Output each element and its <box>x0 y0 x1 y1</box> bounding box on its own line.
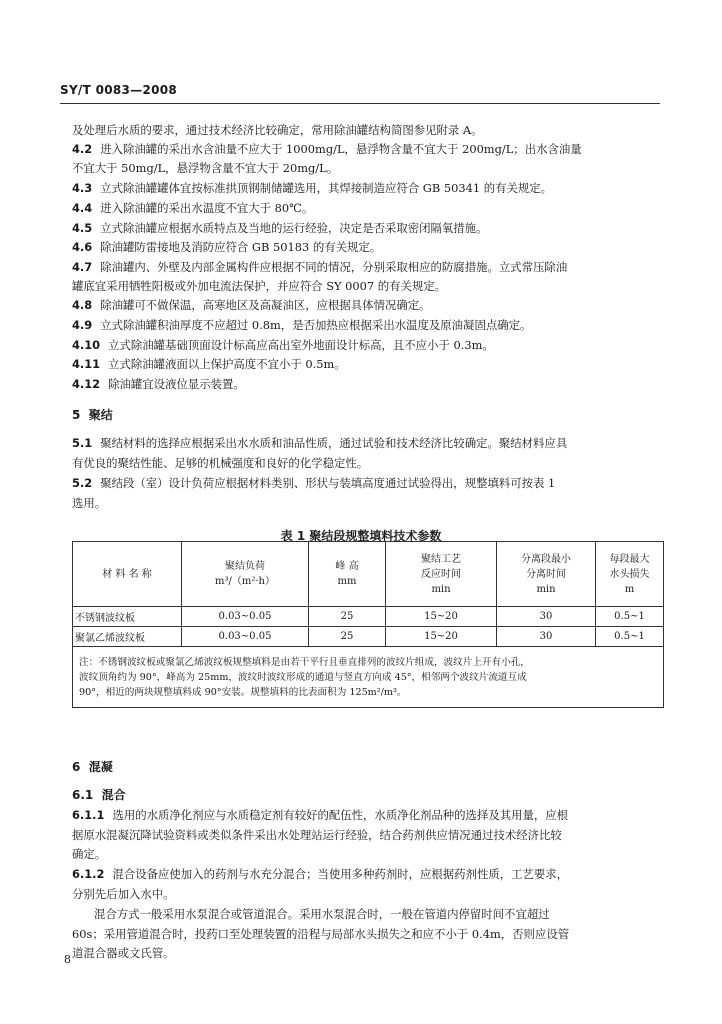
section-5-heading: 5 聚结 <box>72 408 113 422</box>
header-load: 聚结负荷 m³/（m²·h） <box>182 542 309 607</box>
table-cell: 0.03~0.05 <box>182 627 309 647</box>
header-separation-time: 分离段最小 分离时间 min <box>497 542 596 607</box>
table-cell: 25 <box>309 607 386 627</box>
text-line: 分别先后加入水中。 <box>72 887 175 901</box>
text-line: 混合方式一般采用水泵混合或管道混合。采用水泵混合时，一般在管道内停留时间不宜超过 <box>94 907 550 921</box>
table-1 <box>72 541 664 708</box>
table-note-line: 90°，相近的两块规整填料成 90°安装。规整填料的比表面积为 125m²/m³。 <box>79 686 407 698</box>
table-cell: 0.5~1 <box>596 627 664 647</box>
table-cell: 15~20 <box>386 607 497 627</box>
text-line: 及处理后水质的要求，通过技术经济比较确定，常用除油罐结构简图参见附录 A。 <box>72 123 483 137</box>
clause-6-1-2: 6.1.2 混合设备应使加入的药剂与水充分混合；当使用多种药剂时，应根据药剂性质，工艺要求， <box>72 867 569 881</box>
header-head-loss: 每段最大 水头损失 m <box>596 542 664 607</box>
page-number: 8 <box>64 953 71 966</box>
clause-4-11: 4.11 立式除油罐液面以上保护高度不宜小于 0.5m。 <box>72 357 346 371</box>
table-cell: 30 <box>497 627 596 647</box>
table-note <box>73 647 664 708</box>
text-line: 60s；采用管道混合时，投药口至处理装置的沿程与局部水头损失之和应不小于 0.4m，否则应设管 <box>72 927 570 941</box>
table-cell: 30 <box>497 607 596 627</box>
table-cell: 聚氯乙烯波纹板 <box>73 627 182 647</box>
table-cell: 0.5~1 <box>596 607 664 627</box>
header-peak: 峰 高 mm <box>309 542 386 607</box>
text-line: 有优良的聚结性能、足够的机械强度和良好的化学稳定性。 <box>72 456 369 470</box>
text-line: 罐底宜采用牺牲阳极或外加电流法保护，并应符合 SY 0007 的有关规定。 <box>72 279 447 293</box>
text-line: 据原水混凝沉降试验资料或类似条件采出水处理站运行经验，结合药剂供应情况通过技术经济比较 <box>72 828 562 842</box>
header-rule <box>60 103 660 104</box>
clause-4-12: 4.12 除油罐宜设液位显示装置。 <box>72 377 245 391</box>
clause-4-6: 4.6 除油罐防雷接地及消防应符合 GB 50183 的有关规定。 <box>72 240 382 254</box>
clause-5-1: 5.1 聚结材料的选择应根据采出水水质和油品性质，通过试验和技术经济比较确定。聚结材料应具 <box>72 436 568 450</box>
clause-4-4: 4.4 进入除油罐的采出水温度不宜大于 80℃。 <box>72 201 314 215</box>
clause-4-8: 4.8 除油罐可不做保温，高寒地区及高凝油区，应根据具体情况确定。 <box>72 298 431 312</box>
text-line: 不宜大于 50mg/L，悬浮物含量不宜大于 20mg/L。 <box>72 161 339 175</box>
table-cell: 不锈钢波纹板 <box>73 607 182 627</box>
table-cell: 15~20 <box>386 627 497 647</box>
section-6-heading: 6 混凝 <box>72 760 113 774</box>
text-line: 道混合器或文氏管。 <box>72 946 175 960</box>
table-note-row <box>73 647 664 708</box>
table-note-line: 波纹顶角约为 90°，峰高为 25mm，波纹时波纹形成的通道与竖直方向成 45°，相邻两个波纹片流道互成 <box>79 671 527 683</box>
table-row <box>73 627 664 647</box>
table-row <box>73 607 664 627</box>
clause-4-10: 4.10 立式除油罐基础顶面设计标高应高出室外地面设计标高，且不应小于 0.3m。 <box>72 338 494 352</box>
table-note-line: 注：不锈钢波纹板或聚氯乙烯波纹板规整填料是由若干平行且垂直排列的波纹片组成，波纹片上开有小孔， <box>79 656 530 668</box>
clause-6-1-1: 6.1.1 选用的水质净化剂应与水质稳定剂有较好的配伍性，水质净化剂品种的选择及其用量，应根 <box>72 808 569 822</box>
clause-5-2: 5.2 聚结段（室）设计负荷应根据材料类别、形状与装填高度通过试验得出，规整填料可按表 1 <box>72 476 556 490</box>
table-cell: 0.03~0.05 <box>182 607 309 627</box>
text-line: 确定。 <box>72 847 107 861</box>
header-material: 材 料 名 称 <box>73 542 182 607</box>
header-reaction-time: 聚结工艺 反应时间 min <box>386 542 497 607</box>
table-caption: 表 1 聚结段规整填料技术参数 <box>280 529 442 543</box>
clause-4-7: 4.7 除油罐内、外壁及内部金属构件应根据不同的情况，分别采取相应的防腐措施。立式常压除油 <box>72 260 568 274</box>
standard-number: SY/T 0083—2008 <box>60 83 178 97</box>
clause-4-3: 4.3 立式除油罐罐体宜按标准拱顶钢制储罐选用，其焊接制造应符合 GB 50341 的有关规定。 <box>72 181 553 195</box>
table-cell: 25 <box>309 627 386 647</box>
clause-4-9: 4.9 立式除油罐积油厚度不应超过 0.8m，是否加热应根据采出水温度及原油凝固点确定。 <box>72 318 532 332</box>
subsection-6-1-heading: 6.1 混合 <box>72 788 126 802</box>
clause-4-5: 4.5 立式除油罐应根据水质特点及当地的运行经验，决定是否采取密闭隔氧措施。 <box>72 221 488 235</box>
clause-4-2: 4.2 进入除油罐的采出水含油量不应大于 1000mg/L，悬浮物含量不宜大于 200mg/L；出水含油量 <box>72 142 582 156</box>
table-header-row <box>73 542 664 607</box>
text-line: 选用。 <box>72 496 107 510</box>
